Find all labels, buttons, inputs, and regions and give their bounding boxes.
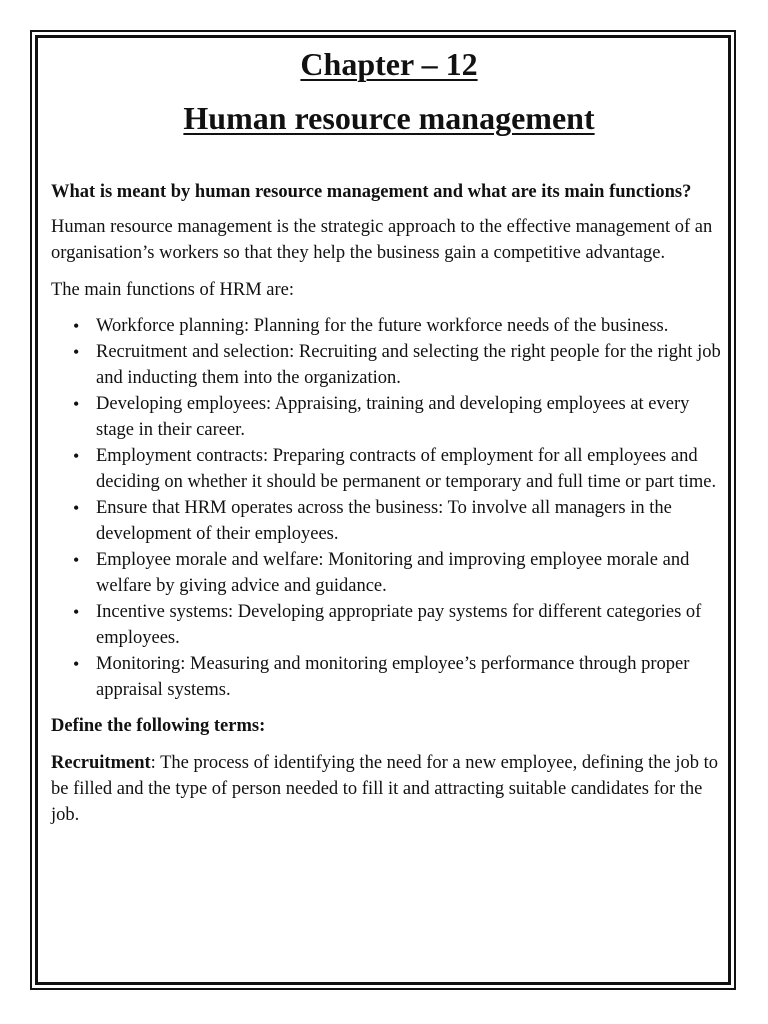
question-heading: What is meant by human resource management and what are its main functions? — [51, 182, 692, 202]
list-item-text: Ensure that HRM operates across the business: To involve all managers in the development of their employees. — [96, 498, 672, 544]
list-item — [51, 651, 727, 703]
bullet-icon: • — [73, 316, 80, 336]
document-content — [51, 42, 727, 828]
main-title: Human resource management — [183, 100, 595, 136]
bullet-icon: • — [73, 602, 80, 622]
term-word: Recruitment — [51, 753, 151, 773]
bullet-icon: • — [73, 394, 80, 414]
chapter-title: Chapter – 12 — [300, 46, 478, 82]
bullet-icon: • — [73, 550, 80, 570]
define-terms-heading: Define the following terms: — [51, 716, 266, 736]
list-item — [51, 443, 727, 495]
list-item-text: Developing employees: Appraising, training and developing employees at every stage in their career. — [96, 394, 690, 440]
bullet-icon: • — [73, 498, 80, 518]
list-item-text: Employee morale and welfare: Monitoring and improving employee morale and welfare by giving advice and guidance. — [96, 550, 690, 596]
functions-intro: The main functions of HRM are: — [51, 280, 295, 300]
bullet-icon: • — [73, 446, 80, 466]
bullet-icon: • — [73, 654, 80, 674]
list-item — [51, 391, 727, 443]
list-item — [51, 599, 727, 651]
list-item-text: Employment contracts: Preparing contracts of employment for all employees and deciding on whether it should be permanent or temporary and full time or part time. — [96, 446, 717, 492]
term-definition-text: : The process of identifying the need for a new employee, defining the job to be filled and the type of person needed to fill it and attracting suitable candidates for the job. — [51, 753, 718, 825]
list-item — [51, 547, 727, 599]
list-item-text: Recruitment and selection: Recruiting and selecting the right people for the right job and inducting them into the organization. — [96, 342, 721, 388]
term-definition — [51, 750, 727, 828]
list-item-text: Workforce planning: Planning for the future workforce needs of the business. — [96, 316, 669, 336]
list-item — [51, 339, 727, 391]
list-item-text: Monitoring: Measuring and monitoring employee’s performance through proper appraisal systems. — [96, 654, 690, 700]
list-item-text: Incentive systems: Developing appropriate pay systems for different categories of employees. — [96, 602, 702, 648]
functions-list — [51, 313, 727, 703]
bullet-icon: • — [73, 342, 80, 362]
definition-paragraph: Human resource management is the strategic approach to the effective management of an organisation’s workers so that they help the business gain a competitive advantage. — [51, 217, 713, 263]
list-item — [51, 313, 727, 339]
list-item — [51, 495, 727, 547]
